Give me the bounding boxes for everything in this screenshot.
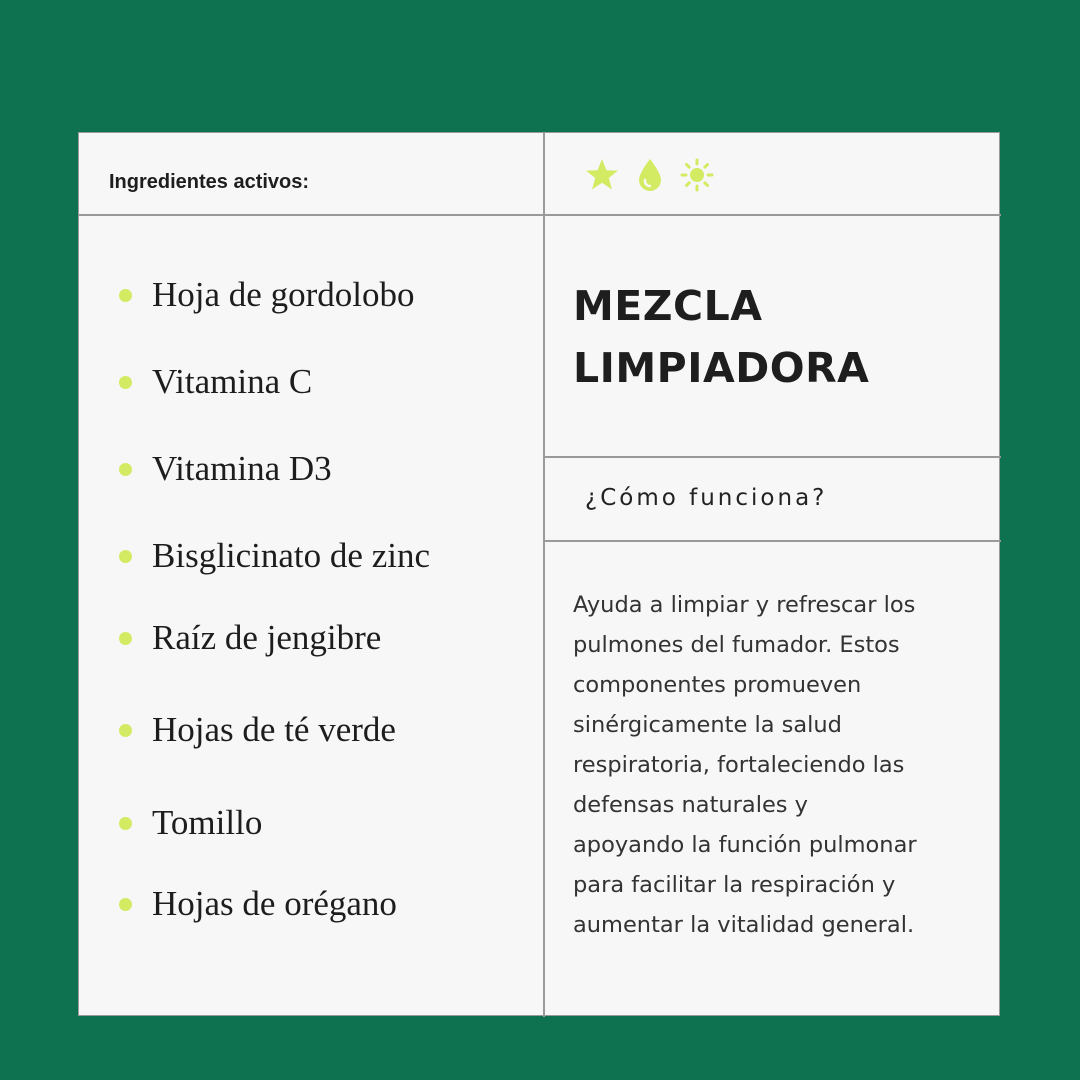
list-item: Hojas de orégano [119, 884, 397, 924]
blend-title-line1: MEZCLA [573, 282, 763, 330]
bullet-icon [119, 376, 132, 389]
bullet-icon [119, 550, 132, 563]
bullet-icon [119, 632, 132, 645]
bullet-icon [119, 724, 132, 737]
star-icon [584, 157, 620, 193]
how-divider [543, 540, 1001, 542]
bullet-icon [119, 898, 132, 911]
list-item: Hojas de té verde [119, 710, 396, 750]
list-item: Vitamina C [119, 362, 312, 402]
drop-icon [636, 157, 664, 193]
list-item: Bisglicinato de zinc [119, 536, 430, 576]
description: Ayuda a limpiar y refrescar los pulmones del fumador. Estos componentes promueven sinérgicamente la salud respiratoria, fortaleciendo las defensas naturales y apoyando la función pulmonar para facilitar la respiración y aumentar la vitalidad general. [573, 592, 917, 938]
title-divider [543, 456, 1001, 458]
header-icons [584, 155, 714, 195]
info-card [78, 132, 1000, 1016]
bullet-icon [119, 817, 132, 830]
list-item: Hoja de gordolobo [119, 275, 414, 315]
bullet-icon [119, 463, 132, 476]
bullet-icon [119, 289, 132, 302]
list-item: Vitamina D3 [119, 449, 332, 489]
ingredients-title: Ingredientes activos: [109, 171, 310, 193]
sun-icon [680, 158, 714, 192]
column-divider [543, 133, 545, 1017]
blend-title [573, 275, 869, 399]
list-item: Tomillo [119, 803, 262, 843]
how-it-works-title: ¿Cómo funciona? [585, 485, 828, 511]
ingredients-list [79, 133, 543, 1017]
blend-title-line2: LIMPIADORA [573, 344, 870, 392]
list-item: Raíz de jengibre [119, 618, 381, 658]
